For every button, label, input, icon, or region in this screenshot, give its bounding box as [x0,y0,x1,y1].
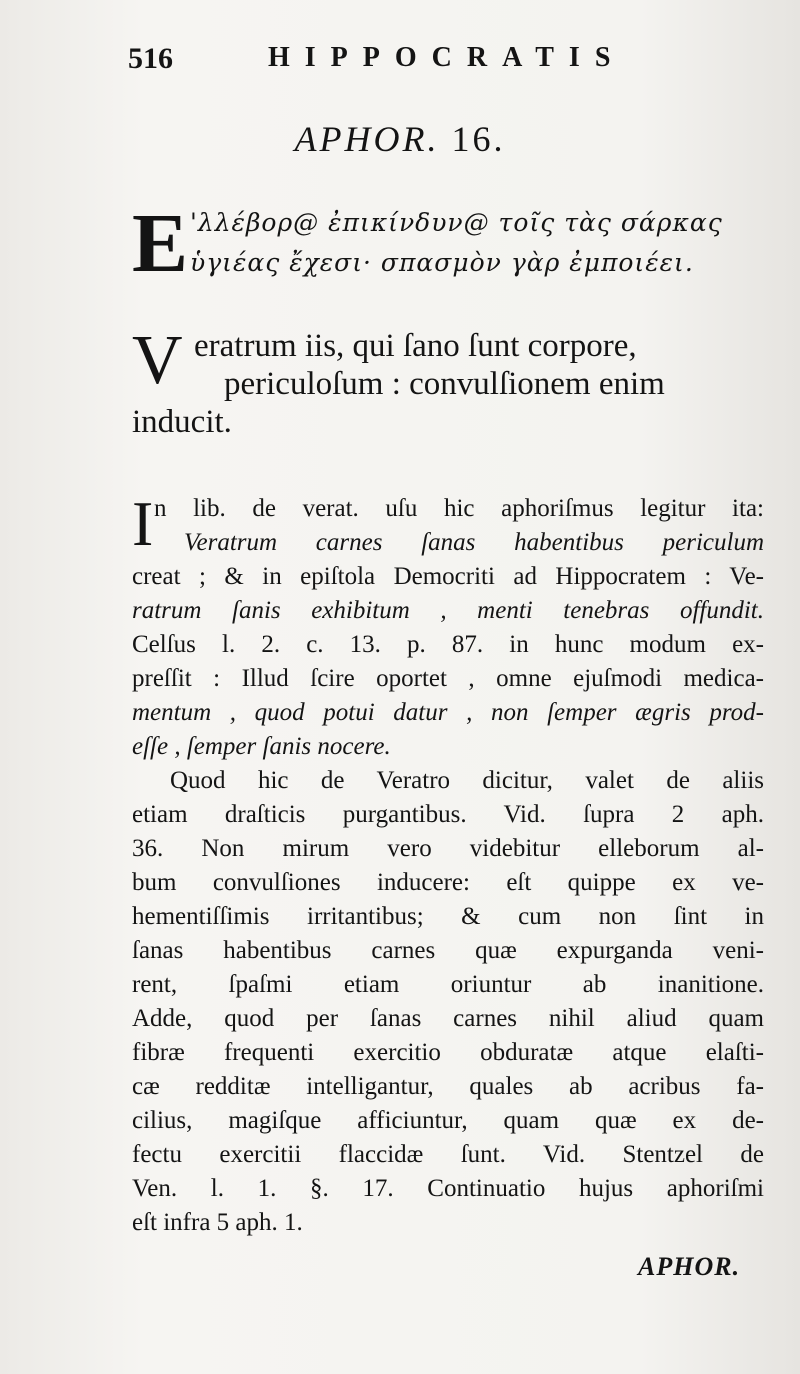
commentary-line: ratrum ſanis exhibitum , menti tenebras offundit. [132,597,764,624]
aphorism-label: APHOR. [294,119,440,159]
commentary-drop-cap: I [132,488,154,559]
commentary-line: Veratrum carnes ſanas habentibus periculum [184,529,764,556]
commentary-line: bum convulſiones inducere: eſt quippe ex ve- [132,869,764,896]
running-title: HIPPOCRATIS [268,42,626,73]
latin-line-3: inducit. [132,404,232,440]
commentary-line: cilius, magiſque afficiuntur, quam quæ ex de- [132,1107,764,1134]
commentary-line: 36. Non mirum vero videbitur elleborum al- [132,835,764,862]
commentary-line: cæ redditæ intelligantur, quales ab acribus fa- [132,1073,764,1100]
latin-line-2: periculoſum : convulſionem enim [224,366,665,402]
commentary-line: eſſe , ſemper ſanis nocere. [132,733,391,760]
aphorism-heading [0,118,800,160]
commentary-line: creat ; & in epiſtola Democriti ad Hippocratem : Ve- [132,563,764,590]
commentary-line: eſt infra 5 aph. 1. [132,1209,303,1236]
commentary-line: ſanas habentibus carnes quæ expurganda veni- [132,937,764,964]
commentary-line: Quod hic de Veratro dicitur, valet de aliis [170,767,764,794]
commentary-line: rent, ſpaſmi etiam oriuntur ab inanitione. [132,971,764,998]
greek-drop-cap: E [132,197,189,290]
greek-line-1: 'λλέβορ@ ἐπικίνδυν@ τοῖς τὰς σάρκας [190,208,723,237]
aphorism-number: 16. [451,119,506,159]
page-number: 516 [128,42,173,75]
commentary-line: fibræ frequenti exercitio obduratæ atque elaſti- [132,1039,764,1066]
latin-drop-cap: V [132,322,183,399]
commentary-line: fectu exercitii flaccidæ ſunt. Vid. Stentzel de [132,1141,764,1168]
catchword: APHOR. [638,1252,741,1281]
commentary-line: Ven. l. 1. §. 17. Continuatio hujus aphoriſmi [132,1175,764,1202]
commentary-line: Celſus l. 2. c. 13. p. 87. in hunc modum ex- [132,631,764,658]
commentary-line: Adde, quod per ſanas carnes nihil aliud quam [132,1005,764,1032]
commentary-line: etiam draſticis purgantibus. Vid. ſupra 2 aph. [132,801,764,828]
greek-line-2: ὑγιέας ἔχεσι· σπασμὸν γὰρ ἐμποιέει. [190,248,694,277]
commentary-line: mentum , quod potui datur , non ſemper ægris prod- [132,699,764,726]
running-head [128,38,628,78]
commentary-line: preſſit : Illud ſcire oportet , omne ejuſmodi medica- [132,665,764,692]
commentary-line: n lib. de verat. uſu hic aphoriſmus legitur ita: [154,495,764,522]
commentary-line: hementiſſimis irritantibus; & cum non ſint in [132,903,764,930]
latin-line-1: eratrum iis, qui ſano ſunt corpore, [194,328,637,364]
